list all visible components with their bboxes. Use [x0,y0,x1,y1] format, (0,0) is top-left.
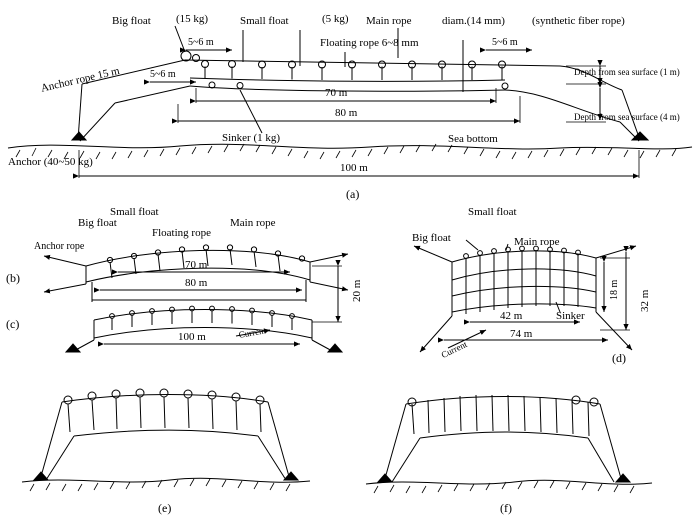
label-big-float-weight-a: (15 kg) [176,13,209,25]
label-main-rope-d: Main rope [514,236,560,248]
panel-id-b: (b) [6,271,20,285]
label-floating-rope-a: Floating rope 6~8 mm [320,37,419,49]
dim-80m-a: 80 m [335,107,358,119]
label-small-float-a: Small float [240,15,289,27]
label-small-float-b: Small float [110,206,159,218]
panel-id-a: (a) [346,187,360,201]
dim-42m-d: 42 m [500,310,523,322]
label-anchor-a: Anchor (40~50 kg) [8,156,93,168]
dim-100m-c: 100 m [178,331,206,343]
dim-18m-d: 18 m [609,279,620,300]
dim-20m-b: 20 m [351,279,363,302]
label-current-d: Current [439,339,469,361]
label-big-float-d: Big float [412,232,451,244]
panel-id-e: (e) [158,501,172,515]
label-floating-rope-b: Floating rope [152,227,211,239]
panel-id-d: (d) [612,351,626,365]
dim-70m-b: 70 m [185,259,208,271]
label-sea-bottom-a: Sea bottom [448,133,498,145]
panel-id-f: (f) [500,501,512,515]
label-rope-material-a: (synthetic fiber rope) [532,15,625,27]
label-span-left-a: 5~6 m [150,69,176,80]
dim-80m-b: 80 m [185,277,208,289]
label-anchor-rope-a: Anchor rope 15 m [39,64,121,95]
label-small-float-weight-a: (5 kg) [322,13,349,25]
label-small-float-d: Small float [468,206,517,218]
label-span-right-a: 5~6 m [492,37,518,48]
label-rope-diameter-a: diam.(14 mm) [442,15,505,27]
panel-id-c: (c) [6,317,20,331]
label-anchor-rope-b: Anchor rope [34,241,85,252]
dim-32m-d: 32 m [639,289,651,312]
label-current-c: Current [237,325,267,340]
dim-74m-d: 74 m [510,328,533,340]
label-span-top-a: 5~6 m [188,37,214,48]
label-depth-4m-a: Depth from sea surface (4 m) [574,112,680,122]
dim-70m-a: 70 m [325,87,348,99]
label-sinker-d: Sinker [556,310,585,322]
label-big-float-a: Big float [112,15,151,27]
label-depth-1m-a: Depth from sea surface (1 m) [574,67,680,77]
label-main-rope-a: Main rope [366,15,412,27]
label-sinker-a: Sinker (1 kg) [222,132,281,144]
label-main-rope-b: Main rope [230,217,276,229]
label-big-float-b: Big float [78,217,117,229]
dim-100m-a: 100 m [340,162,368,174]
